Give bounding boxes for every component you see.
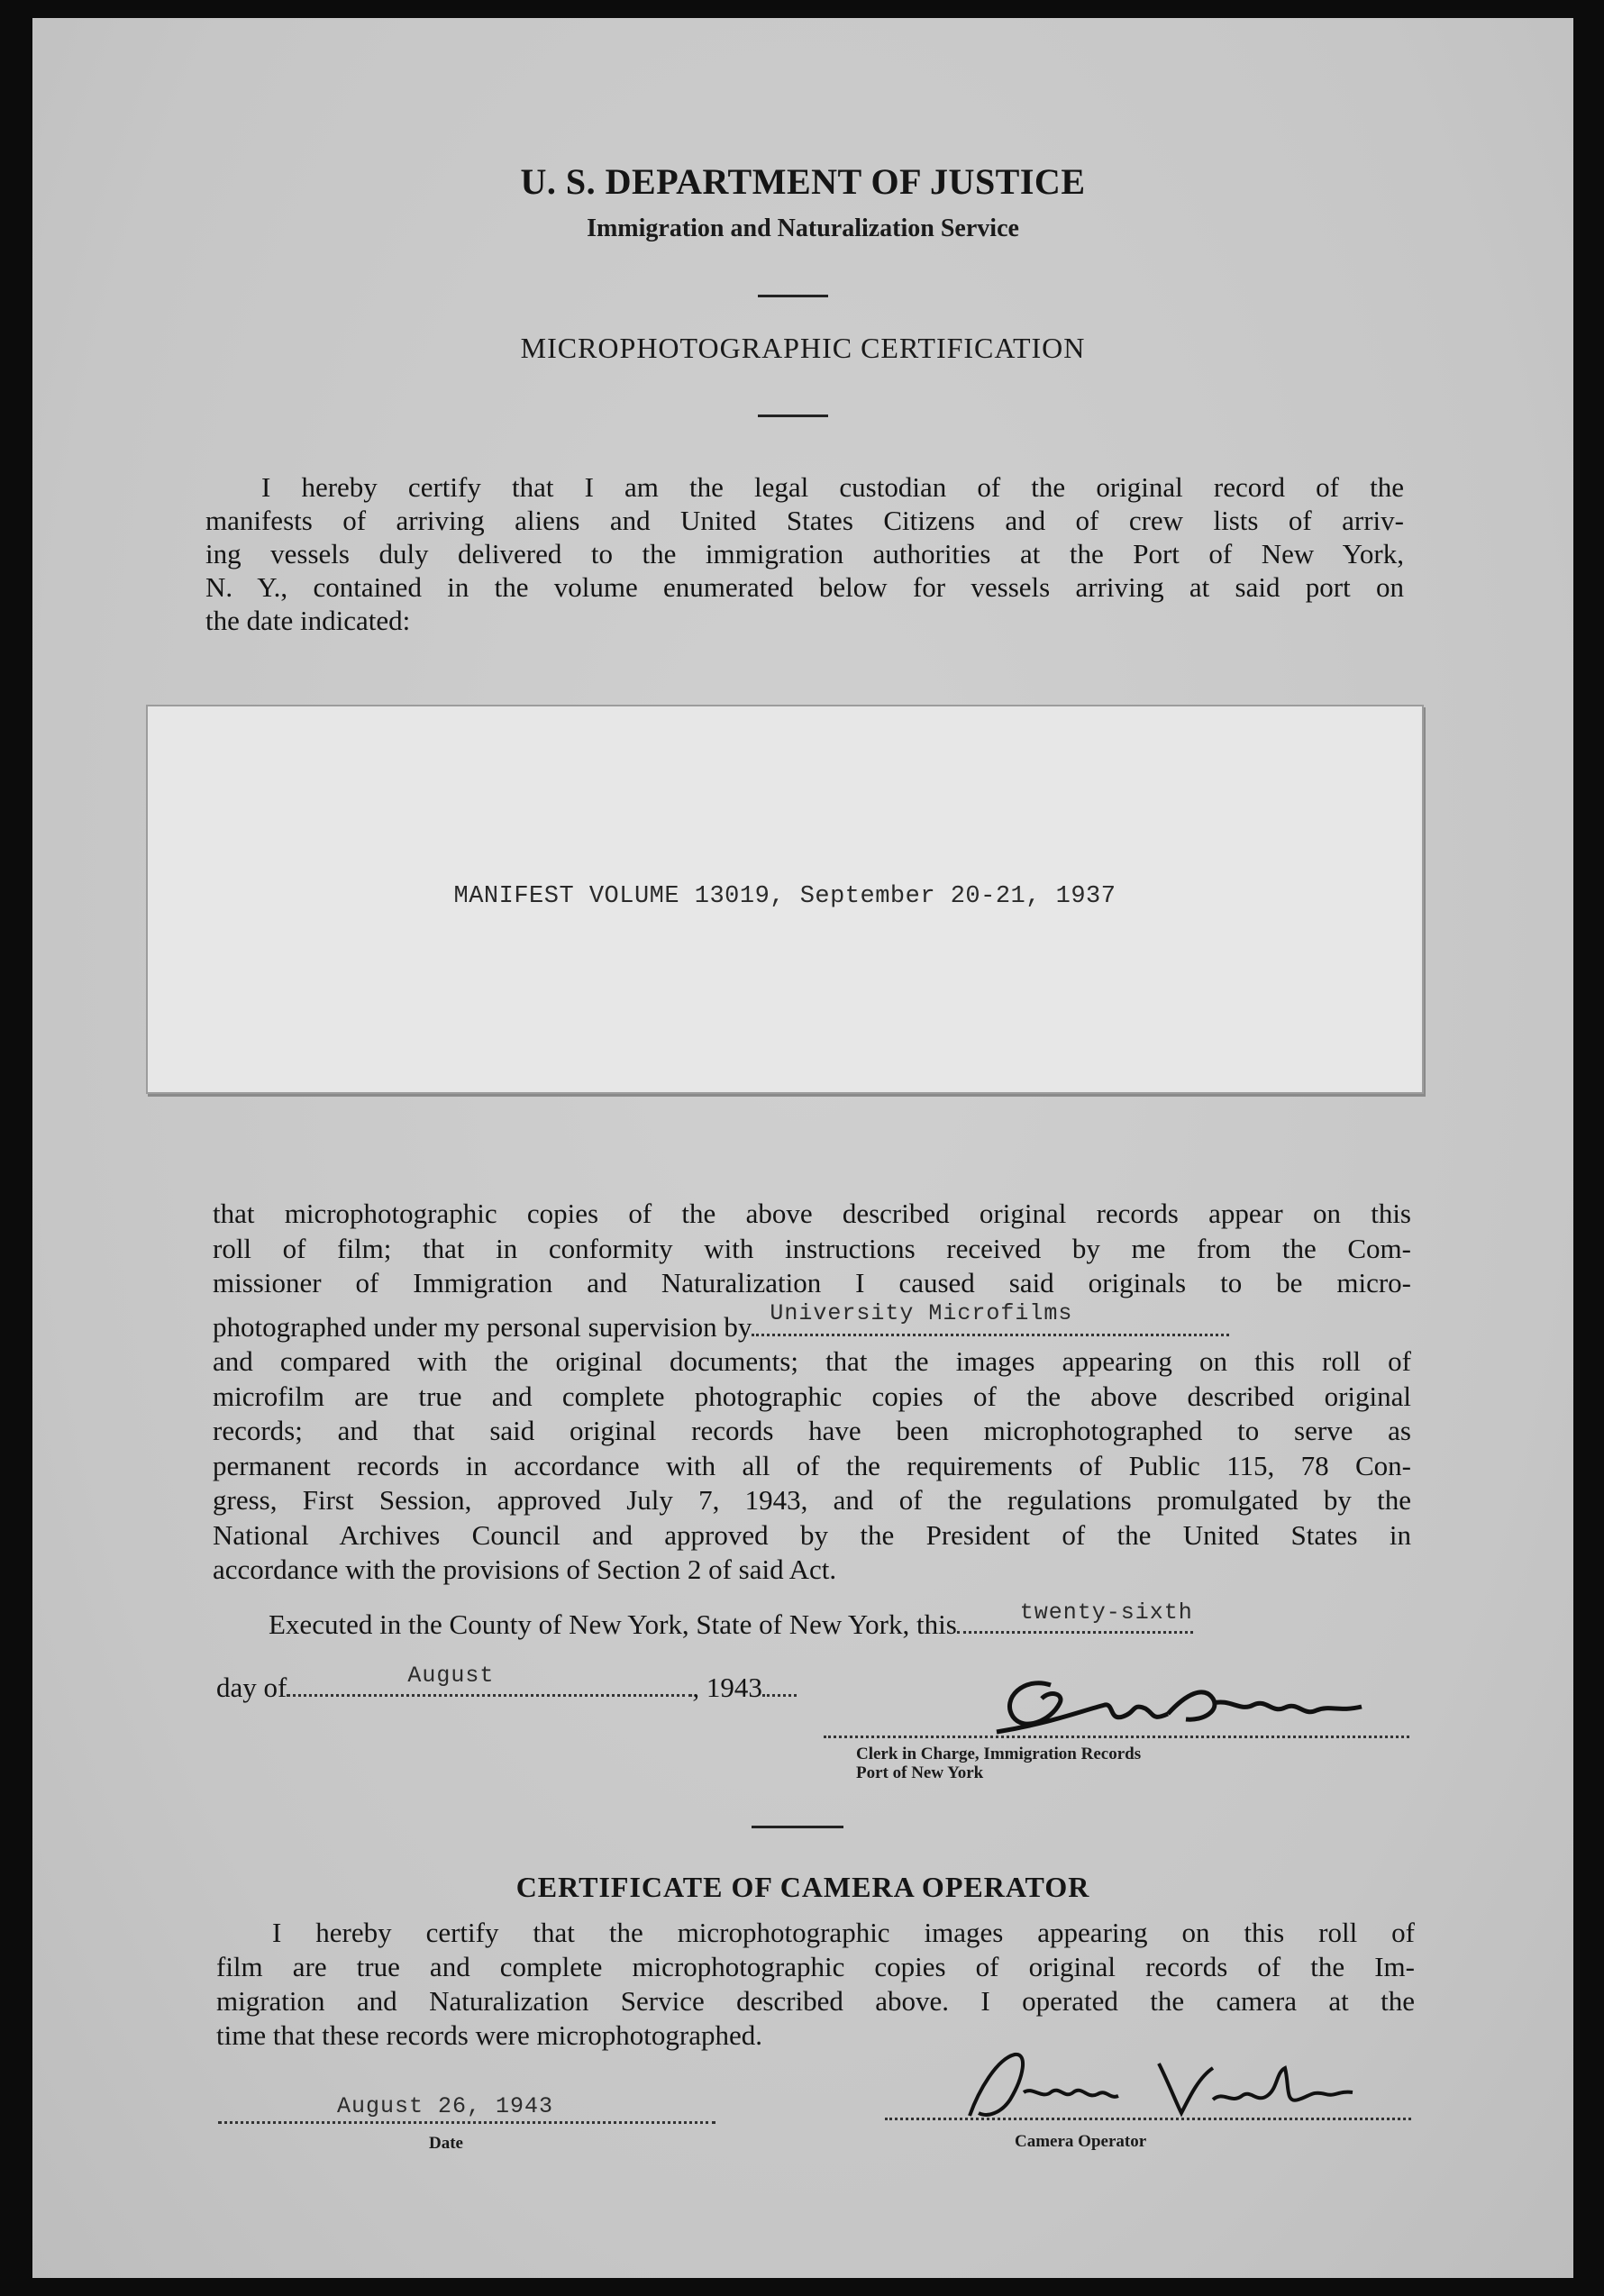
body-line-10: National Archives Council and approved by the President of the United States in [213,1518,1411,1551]
year-trailing-dots [762,1667,797,1697]
body-line-2: roll of film; that in conformity with instructions received by me from the Com- [213,1232,1411,1264]
clerk-title [856,1745,1141,1782]
vendor-field [752,1300,1229,1336]
certificate-sheet [32,18,1573,2278]
clerk-signature-line [824,1736,1409,1738]
operator-signature [889,2036,1393,2127]
year-text: , 1943 [692,1672,762,1703]
day-field [957,1599,1193,1634]
month-field [287,1663,692,1697]
camera-line-2: film are true and complete microphotographic copies of original records of the Im- [216,1951,1415,1982]
department-title: U. S. DEPARTMENT OF JUSTICE [520,161,1086,202]
divider-rule-1 [758,295,828,297]
body-line-6: microfilm are true and complete photographic copies of the above described original [213,1380,1411,1412]
executed-text: Executed in the County of New York, State of New York, this [269,1608,957,1640]
intro-line-1: I hereby certify that I am the legal custodian of the original record of the [261,471,1404,503]
day-value: twenty-sixth [1019,1599,1193,1626]
date-field [218,2091,715,2124]
divider-rule-2 [758,415,828,417]
volume-label-box [146,705,1424,1094]
intro-line-5: the date indicated: [205,605,411,636]
clerk-title-line-2: Port of New York [856,1763,984,1782]
body-line-9: gress, First Session, approved July 7, 1943, and of the regulations promulgated by the [213,1484,1411,1516]
body-line-3: missioner of Immigration and Naturalization I caused said originals to be micro- [213,1267,1411,1298]
clerk-signature [916,1649,1420,1748]
supervision-text: photographed under my personal supervision by [213,1310,752,1343]
intro-line-4: N. Y., contained in the volume enumerated below for vessels arriving at said port on [205,571,1404,603]
camera-paragraph [216,1916,1415,2053]
executed-line [269,1599,1193,1641]
body-line-8: permanent records in accordance with all of the requirements of Public 115, 78 Con- [213,1449,1411,1481]
body-line-4 [213,1300,1411,1345]
camera-line-3: migration and Naturalization Service described above. I operated the camera at the [216,1985,1415,2017]
month-value: August [407,1663,495,1689]
body-paragraph [213,1197,1411,1588]
camera-heading: CERTIFICATE OF CAMERA OPERATOR [515,1871,1090,1903]
operator-signature-line [885,2118,1411,2120]
camera-line-4: time that these records were microphotographed. [216,2019,762,2051]
operator-signature-svg [889,2036,1393,2127]
body-line-5: and compared with the original documents; that the images appearing on this roll of [213,1345,1411,1377]
month-line [216,1663,797,1704]
clerk-title-line-1: Clerk in Charge, Immigration Records [856,1745,1142,1763]
clerk-signature-svg [916,1649,1420,1748]
intro-paragraph [205,470,1404,637]
body-line-11: accordance with the provisions of Section 2 of said Act. [213,1553,837,1585]
volume-label: MANIFEST VOLUME 13019, September 20-21, 1937 [453,883,1116,910]
intro-line-3: ing vessels duly delivered to the immigration authorities at the Port of New York, [205,538,1404,569]
body-line-1: that microphotographic copies of the above described original records appear on this [213,1198,1411,1229]
camera-line-1: I hereby certify that the microphotographic images appearing on this roll of [272,1917,1415,1948]
day-of-text: day of [216,1672,287,1703]
body-line-7: records; and that said original records have been microphotographed to serve as [213,1415,1411,1446]
vendor-value: University Microfilms [770,1300,1073,1326]
form-title: MICROPHOTOGRAPHIC CERTIFICATION [520,332,1086,364]
operator-label: Camera Operator [1015,2132,1147,2151]
service-subtitle: Immigration and Naturalization Service [587,214,1019,242]
date-value: August 26, 1943 [337,2093,554,2119]
intro-line-2: manifests of arriving aliens and United States Citizens and of crew lists of arriv- [205,505,1404,536]
date-label: Date [429,2134,463,2153]
divider-rule-3 [752,1826,843,1828]
